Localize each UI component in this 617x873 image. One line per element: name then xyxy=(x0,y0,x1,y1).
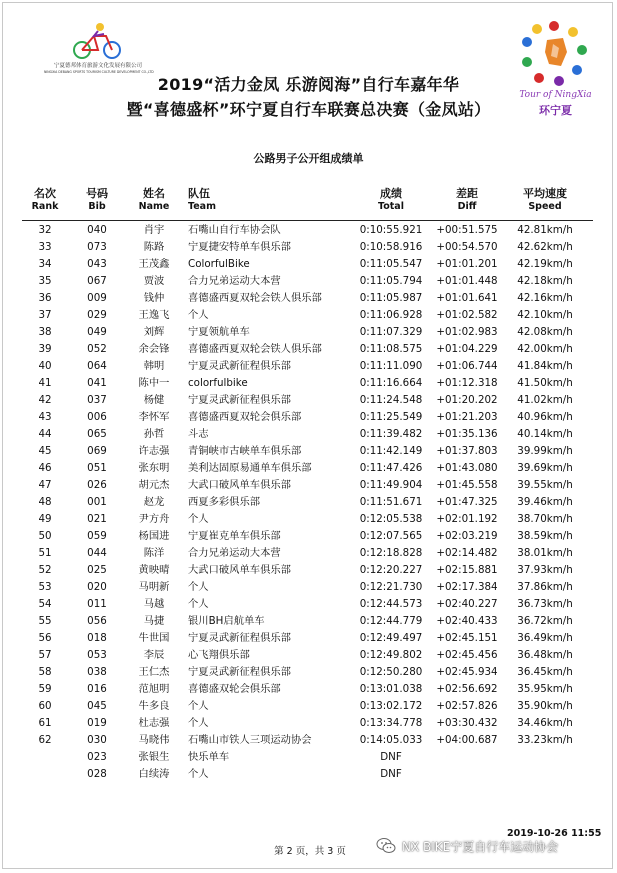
cell-speed: 41.84km/h xyxy=(517,360,573,372)
cell-speed: 42.00km/h xyxy=(517,343,573,355)
cell-name: 王逸飞 xyxy=(138,309,170,321)
cell-team: 个人 xyxy=(188,700,209,712)
col-header-team-en: Team xyxy=(188,201,216,212)
table-row xyxy=(0,664,617,681)
cell-name: 白续涛 xyxy=(138,768,170,780)
cell-total: 0:13:02.172 xyxy=(359,700,423,712)
cell-bib: 019 xyxy=(87,717,107,729)
cell-rank: 33 xyxy=(38,241,52,253)
col-header-name-cn: 姓名 xyxy=(143,187,165,200)
cell-diff: +01:04.229 xyxy=(436,343,498,355)
cell-diff: +02:15.881 xyxy=(436,564,498,576)
cell-rank: 42 xyxy=(38,394,52,406)
table-row xyxy=(0,681,617,698)
cell-speed: 36.73km/h xyxy=(517,598,573,610)
cell-name: 陈洋 xyxy=(143,547,165,559)
cell-speed: 39.69km/h xyxy=(517,462,573,474)
cell-name: 范旭明 xyxy=(138,683,170,695)
cell-speed: 37.86km/h xyxy=(517,581,573,593)
header-divider xyxy=(22,220,593,221)
cell-bib: 049 xyxy=(87,326,107,338)
cell-total: 0:14:05.033 xyxy=(359,734,423,746)
cell-diff: +02:40.227 xyxy=(436,598,498,610)
cell-name: 张银生 xyxy=(138,751,170,763)
cell-bib: 009 xyxy=(87,292,107,304)
cell-speed: 37.93km/h xyxy=(517,564,573,576)
cell-team: 石嘴山市铁人三项运动协会 xyxy=(188,734,312,746)
cell-rank: 34 xyxy=(38,258,52,270)
col-header-speed xyxy=(510,187,580,213)
cell-bib: 025 xyxy=(87,564,107,576)
cell-team: 宁夏崔克单车俱乐部 xyxy=(188,530,281,542)
results-subtitle: 公路男子公开组成绩单 xyxy=(253,152,364,165)
cell-rank: 40 xyxy=(38,360,52,372)
col-header-rank-en: Rank xyxy=(31,201,59,212)
cell-speed: 42.18km/h xyxy=(517,275,573,287)
cell-team: 合力兄弟运动大本营 xyxy=(188,275,281,287)
cell-bib: 006 xyxy=(87,411,107,423)
cell-bib: 021 xyxy=(87,513,107,525)
cell-team: 青铜峡市古峡单车俱乐部 xyxy=(188,445,302,457)
cell-diff: +01:01.448 xyxy=(436,275,498,287)
cell-rank: 58 xyxy=(38,666,52,678)
cell-speed: 34.46km/h xyxy=(517,717,573,729)
table-row xyxy=(0,460,617,477)
col-header-total-en: Total xyxy=(378,201,404,212)
col-header-rank-cn: 名次 xyxy=(34,187,56,200)
table-row xyxy=(0,324,617,341)
cell-rank: 43 xyxy=(38,411,52,423)
cell-team: colorfulbike xyxy=(188,377,248,389)
cell-rank: 32 xyxy=(38,224,52,236)
table-row xyxy=(0,375,617,392)
cell-diff: +02:45.934 xyxy=(436,666,498,678)
col-header-diff-cn: 差距 xyxy=(456,187,478,200)
cell-total: DNF xyxy=(380,751,402,763)
cell-diff: +01:01.641 xyxy=(436,292,498,304)
col-header-team-cn: 队伍 xyxy=(188,187,210,200)
cell-bib: 001 xyxy=(87,496,107,508)
event-logo-cn: 环宁夏 xyxy=(539,104,572,117)
cell-name: 孙哲 xyxy=(143,428,165,440)
col-header-speed-cn: 平均速度 xyxy=(523,187,567,200)
print-datetime: 2019-10-26 11:55 xyxy=(507,828,602,839)
cell-team: 石嘴山自行车协会队 xyxy=(188,224,281,236)
table-row xyxy=(0,392,617,409)
wechat-icon xyxy=(376,837,396,855)
cell-speed: 33.23km/h xyxy=(517,734,573,746)
cell-team: 宁夏灵武新征程俱乐部 xyxy=(188,666,291,678)
cell-total: 0:12:20.227 xyxy=(359,564,423,576)
cell-speed: 39.46km/h xyxy=(517,496,573,508)
cell-team: 斗志 xyxy=(188,428,209,440)
watermark-text: NX BIKE宁夏自行车运动协会 xyxy=(402,840,559,854)
cell-rank: 47 xyxy=(38,479,52,491)
page-title-line1: 2019“活力金凤 乐游阅海”自行车嘉年华 xyxy=(157,75,460,94)
cell-team: 个人 xyxy=(188,581,209,593)
table-row xyxy=(0,256,617,273)
cell-bib: 064 xyxy=(87,360,107,372)
cell-total: 0:12:21.730 xyxy=(359,581,423,593)
cell-name: 韩明 xyxy=(143,360,165,372)
cell-total: 0:11:25.549 xyxy=(359,411,423,423)
cell-bib: 018 xyxy=(87,632,107,644)
cell-bib: 065 xyxy=(87,428,107,440)
cell-diff: +04:00.687 xyxy=(436,734,498,746)
cell-total: 0:12:07.565 xyxy=(359,530,423,542)
table-row xyxy=(0,715,617,732)
cell-name: 尹方舟 xyxy=(138,513,170,525)
cell-speed: 36.72km/h xyxy=(517,615,573,627)
cell-bib: 029 xyxy=(87,309,107,321)
cell-total: 0:10:55.921 xyxy=(359,224,423,236)
cell-diff: +01:43.080 xyxy=(436,462,498,474)
col-header-rank xyxy=(22,187,68,213)
cell-diff: +00:51.575 xyxy=(436,224,498,236)
cell-total: 0:10:58.916 xyxy=(359,241,423,253)
table-row xyxy=(0,647,617,664)
col-header-diff xyxy=(430,187,504,213)
cell-name: 牛多良 xyxy=(138,700,170,712)
col-header-speed-en: Speed xyxy=(528,201,562,212)
cell-total: 0:12:49.497 xyxy=(359,632,423,644)
org-name: 宁夏德邦体育旅游文化发展有限公司 xyxy=(53,63,142,69)
cell-name: 杨健 xyxy=(143,394,165,406)
cell-speed: 42.62km/h xyxy=(517,241,573,253)
watermark xyxy=(376,837,601,855)
cell-team: 宁夏捷安特单车俱乐部 xyxy=(188,241,291,253)
cell-team: 快乐单车 xyxy=(188,751,230,763)
cell-team: 喜德盛西夏双轮会铁人俱乐部 xyxy=(188,292,322,304)
table-row xyxy=(0,528,617,545)
cell-diff: +01:21.203 xyxy=(436,411,498,423)
cell-bib: 011 xyxy=(87,598,107,610)
cell-speed: 42.81km/h xyxy=(517,224,573,236)
cell-diff: +02:45.456 xyxy=(436,649,498,661)
cell-rank: 51 xyxy=(38,547,52,559)
cell-name: 李辰 xyxy=(143,649,165,661)
cell-rank: 56 xyxy=(38,632,52,644)
cell-team: 个人 xyxy=(188,309,209,321)
cell-total: 0:13:34.778 xyxy=(359,717,423,729)
cell-total: 0:11:24.548 xyxy=(359,394,423,406)
table-row xyxy=(0,273,617,290)
org-name-en: NINGXIA DEBANG SPORTS TOURISM CULTURE DEVELOPMENT CO.,LTD xyxy=(44,70,154,74)
table-row xyxy=(0,749,617,766)
cell-name: 牛世国 xyxy=(138,632,170,644)
table-row xyxy=(0,511,617,528)
cell-rank: 45 xyxy=(38,445,52,457)
cell-diff: +01:02.983 xyxy=(436,326,498,338)
cell-speed: 38.70km/h xyxy=(517,513,573,525)
cell-team: 心飞翔俱乐部 xyxy=(188,649,250,661)
cell-rank: 53 xyxy=(38,581,52,593)
cell-diff: +02:03.219 xyxy=(436,530,498,542)
org-logo xyxy=(38,20,158,74)
cell-bib: 038 xyxy=(87,666,107,678)
cell-name: 黄映晴 xyxy=(138,564,170,576)
cell-speed: 38.01km/h xyxy=(517,547,573,559)
cell-speed: 40.14km/h xyxy=(517,428,573,440)
cell-diff: +01:35.136 xyxy=(436,428,498,440)
table-row xyxy=(0,222,617,239)
cell-total: 0:12:05.538 xyxy=(359,513,423,525)
cell-total: 0:11:47.426 xyxy=(359,462,423,474)
cell-total: 0:11:07.329 xyxy=(359,326,423,338)
table-row xyxy=(0,358,617,375)
cell-rank: 37 xyxy=(38,309,52,321)
cell-rank: 62 xyxy=(38,734,52,746)
results-table xyxy=(0,222,617,783)
cell-diff: +02:57.826 xyxy=(436,700,498,712)
cell-name: 许志强 xyxy=(138,445,170,457)
cell-bib: 043 xyxy=(87,258,107,270)
cell-rank: 55 xyxy=(38,615,52,627)
cell-name: 马捷 xyxy=(143,615,165,627)
cell-bib: 041 xyxy=(87,377,107,389)
cell-diff: +02:40.433 xyxy=(436,615,498,627)
table-row xyxy=(0,766,617,783)
cell-diff: +01:47.325 xyxy=(436,496,498,508)
cell-bib: 044 xyxy=(87,547,107,559)
cell-name: 钱仲 xyxy=(143,292,165,304)
cell-team: 喜德盛西夏双轮会俱乐部 xyxy=(188,411,302,423)
table-row xyxy=(0,426,617,443)
cell-bib: 069 xyxy=(87,445,107,457)
cell-total: 0:11:42.149 xyxy=(359,445,423,457)
cell-total: 0:12:18.828 xyxy=(359,547,423,559)
cell-rank: 48 xyxy=(38,496,52,508)
cell-speed: 42.19km/h xyxy=(517,258,573,270)
cell-bib: 037 xyxy=(87,394,107,406)
table-row xyxy=(0,545,617,562)
cell-bib: 056 xyxy=(87,615,107,627)
cell-total: 0:11:39.482 xyxy=(359,428,423,440)
cell-total: 0:11:05.547 xyxy=(359,258,423,270)
cell-speed: 42.08km/h xyxy=(517,326,573,338)
cell-total: DNF xyxy=(380,768,402,780)
table-row xyxy=(0,732,617,749)
cell-diff: +02:56.692 xyxy=(436,683,498,695)
cell-speed: 42.10km/h xyxy=(517,309,573,321)
cell-speed: 36.45km/h xyxy=(517,666,573,678)
cell-diff: +01:45.558 xyxy=(436,479,498,491)
cell-bib: 023 xyxy=(87,751,107,763)
table-row xyxy=(0,698,617,715)
cell-total: 0:11:11.090 xyxy=(359,360,423,372)
cell-speed: 39.55km/h xyxy=(517,479,573,491)
cell-bib: 028 xyxy=(87,768,107,780)
cell-diff: +02:17.384 xyxy=(436,581,498,593)
cell-rank: 54 xyxy=(38,598,52,610)
cell-rank: 44 xyxy=(38,428,52,440)
cell-team: 宁夏灵武新征程俱乐部 xyxy=(188,632,291,644)
cell-diff: +01:20.202 xyxy=(436,394,498,406)
cell-bib: 059 xyxy=(87,530,107,542)
cell-rank: 57 xyxy=(38,649,52,661)
cell-rank: 35 xyxy=(38,275,52,287)
cell-bib: 030 xyxy=(87,734,107,746)
col-header-bib-cn: 号码 xyxy=(86,187,108,200)
table-row xyxy=(0,579,617,596)
table-row xyxy=(0,307,617,324)
cell-bib: 052 xyxy=(87,343,107,355)
cell-name: 杨国进 xyxy=(138,530,170,542)
cell-rank: 61 xyxy=(38,717,52,729)
table-row xyxy=(0,290,617,307)
cell-team: ColorfulBike xyxy=(188,258,250,270)
cell-name: 刘辉 xyxy=(143,326,165,338)
table-row xyxy=(0,613,617,630)
cell-total: 0:11:06.928 xyxy=(359,309,423,321)
cell-rank: 39 xyxy=(38,343,52,355)
cell-bib: 040 xyxy=(87,224,107,236)
cell-team: 个人 xyxy=(188,768,209,780)
cell-team: 宁夏灵武新征程俱乐部 xyxy=(188,394,291,406)
cell-team: 宁夏灵武新征程俱乐部 xyxy=(188,360,291,372)
page-info: 第 2 页，共 3 页 xyxy=(274,846,346,857)
cell-bib: 053 xyxy=(87,649,107,661)
cell-diff: +01:12.318 xyxy=(436,377,498,389)
cell-bib: 020 xyxy=(87,581,107,593)
col-header-bib xyxy=(74,187,120,213)
col-header-total-cn: 成绩 xyxy=(380,187,402,200)
cell-team: 喜德盛双轮会俱乐部 xyxy=(188,683,281,695)
cell-bib: 045 xyxy=(87,700,107,712)
cell-speed: 42.16km/h xyxy=(517,292,573,304)
cell-rank: 36 xyxy=(38,292,52,304)
cell-total: 0:11:05.794 xyxy=(359,275,423,287)
cell-rank: 46 xyxy=(38,462,52,474)
cell-name: 余会锋 xyxy=(138,343,170,355)
cell-speed: 38.59km/h xyxy=(517,530,573,542)
cell-rank: 49 xyxy=(38,513,52,525)
cell-speed: 40.96km/h xyxy=(517,411,573,423)
cell-team: 个人 xyxy=(188,513,209,525)
table-row xyxy=(0,443,617,460)
cell-total: 0:11:51.671 xyxy=(359,496,423,508)
table-row xyxy=(0,409,617,426)
cell-rank: 59 xyxy=(38,683,52,695)
cell-name: 杜志强 xyxy=(138,717,170,729)
table-row xyxy=(0,477,617,494)
cell-team: 美利达固原易通单车俱乐部 xyxy=(188,462,312,474)
cell-name: 王仁杰 xyxy=(138,666,170,678)
table-row xyxy=(0,341,617,358)
col-header-diff-en: Diff xyxy=(457,201,477,212)
cell-name: 胡元杰 xyxy=(138,479,170,491)
cell-name: 贾波 xyxy=(143,275,165,287)
cell-rank: 52 xyxy=(38,564,52,576)
cell-total: 0:11:49.904 xyxy=(359,479,423,491)
cell-speed: 41.02km/h xyxy=(517,394,573,406)
table-row xyxy=(0,596,617,613)
cell-name: 李怀军 xyxy=(138,411,170,423)
cell-name: 肖宇 xyxy=(143,224,165,236)
cell-diff: +01:01.201 xyxy=(436,258,498,270)
col-header-bib-en: Bib xyxy=(88,201,106,212)
table-row xyxy=(0,494,617,511)
cell-speed: 39.99km/h xyxy=(517,445,573,457)
cell-diff: +00:54.570 xyxy=(436,241,498,253)
cell-name: 张东明 xyxy=(138,462,170,474)
cell-team: 宁夏领航单车 xyxy=(188,326,250,338)
cell-speed: 35.95km/h xyxy=(517,683,573,695)
page-title-line2: 暨“喜德盛杯”环宁夏自行车联赛总决赛（金凤站） xyxy=(126,100,491,119)
cell-diff: +02:14.482 xyxy=(436,547,498,559)
cell-bib: 051 xyxy=(87,462,107,474)
event-logo-script: Tour of NingXia xyxy=(519,90,592,100)
cell-diff: +03:30.432 xyxy=(436,717,498,729)
cell-diff: +01:37.803 xyxy=(436,445,498,457)
cell-total: 0:12:50.280 xyxy=(359,666,423,678)
cell-total: 0:12:49.802 xyxy=(359,649,423,661)
cell-diff: +01:06.744 xyxy=(436,360,498,372)
cell-name: 陈路 xyxy=(143,241,165,253)
cell-speed: 41.50km/h xyxy=(517,377,573,389)
col-header-name xyxy=(124,187,184,213)
cell-diff: +01:02.582 xyxy=(436,309,498,321)
cell-diff: +02:45.151 xyxy=(436,632,498,644)
cell-rank: 60 xyxy=(38,700,52,712)
cell-speed: 35.90km/h xyxy=(517,700,573,712)
cell-rank: 50 xyxy=(38,530,52,542)
cell-team: 银川BH启航单车 xyxy=(188,615,265,627)
table-row xyxy=(0,630,617,647)
cell-name: 王茂鑫 xyxy=(138,258,170,270)
table-row xyxy=(0,239,617,256)
cell-team: 个人 xyxy=(188,598,209,610)
cell-name: 马晓伟 xyxy=(138,734,170,746)
cell-team: 大武口破风单车俱乐部 xyxy=(188,479,291,491)
cell-bib: 026 xyxy=(87,479,107,491)
cell-diff: +02:01.192 xyxy=(436,513,498,525)
cell-name: 马明新 xyxy=(138,581,170,593)
cell-team: 合力兄弟运动大本营 xyxy=(188,547,281,559)
cell-bib: 067 xyxy=(87,275,107,287)
cell-team: 西夏多彩俱乐部 xyxy=(188,496,261,508)
cell-name: 陈中一 xyxy=(138,377,170,389)
cell-name: 赵龙 xyxy=(143,496,165,508)
cell-total: 0:13:01.038 xyxy=(359,683,423,695)
cyclist-emblem-icon xyxy=(68,20,128,62)
cell-rank: 38 xyxy=(38,326,52,338)
cell-speed: 36.49km/h xyxy=(517,632,573,644)
cell-total: 0:11:08.575 xyxy=(359,343,423,355)
cell-name: 马越 xyxy=(143,598,165,610)
cell-rank: 41 xyxy=(38,377,52,389)
cell-team: 个人 xyxy=(188,717,209,729)
cell-total: 0:11:16.664 xyxy=(359,377,423,389)
cell-bib: 016 xyxy=(87,683,107,695)
col-header-team xyxy=(188,187,216,213)
cell-team: 喜德盛西夏双轮会铁人俱乐部 xyxy=(188,343,322,355)
cell-total: 0:11:05.987 xyxy=(359,292,423,304)
cell-bib: 073 xyxy=(87,241,107,253)
cell-total: 0:12:44.573 xyxy=(359,598,423,610)
col-header-name-en: Name xyxy=(138,201,170,212)
table-row xyxy=(0,562,617,579)
col-header-total xyxy=(355,187,427,213)
cell-speed: 36.48km/h xyxy=(517,649,573,661)
cell-team: 大武口破风单车俱乐部 xyxy=(188,564,291,576)
cell-total: 0:12:44.779 xyxy=(359,615,423,627)
